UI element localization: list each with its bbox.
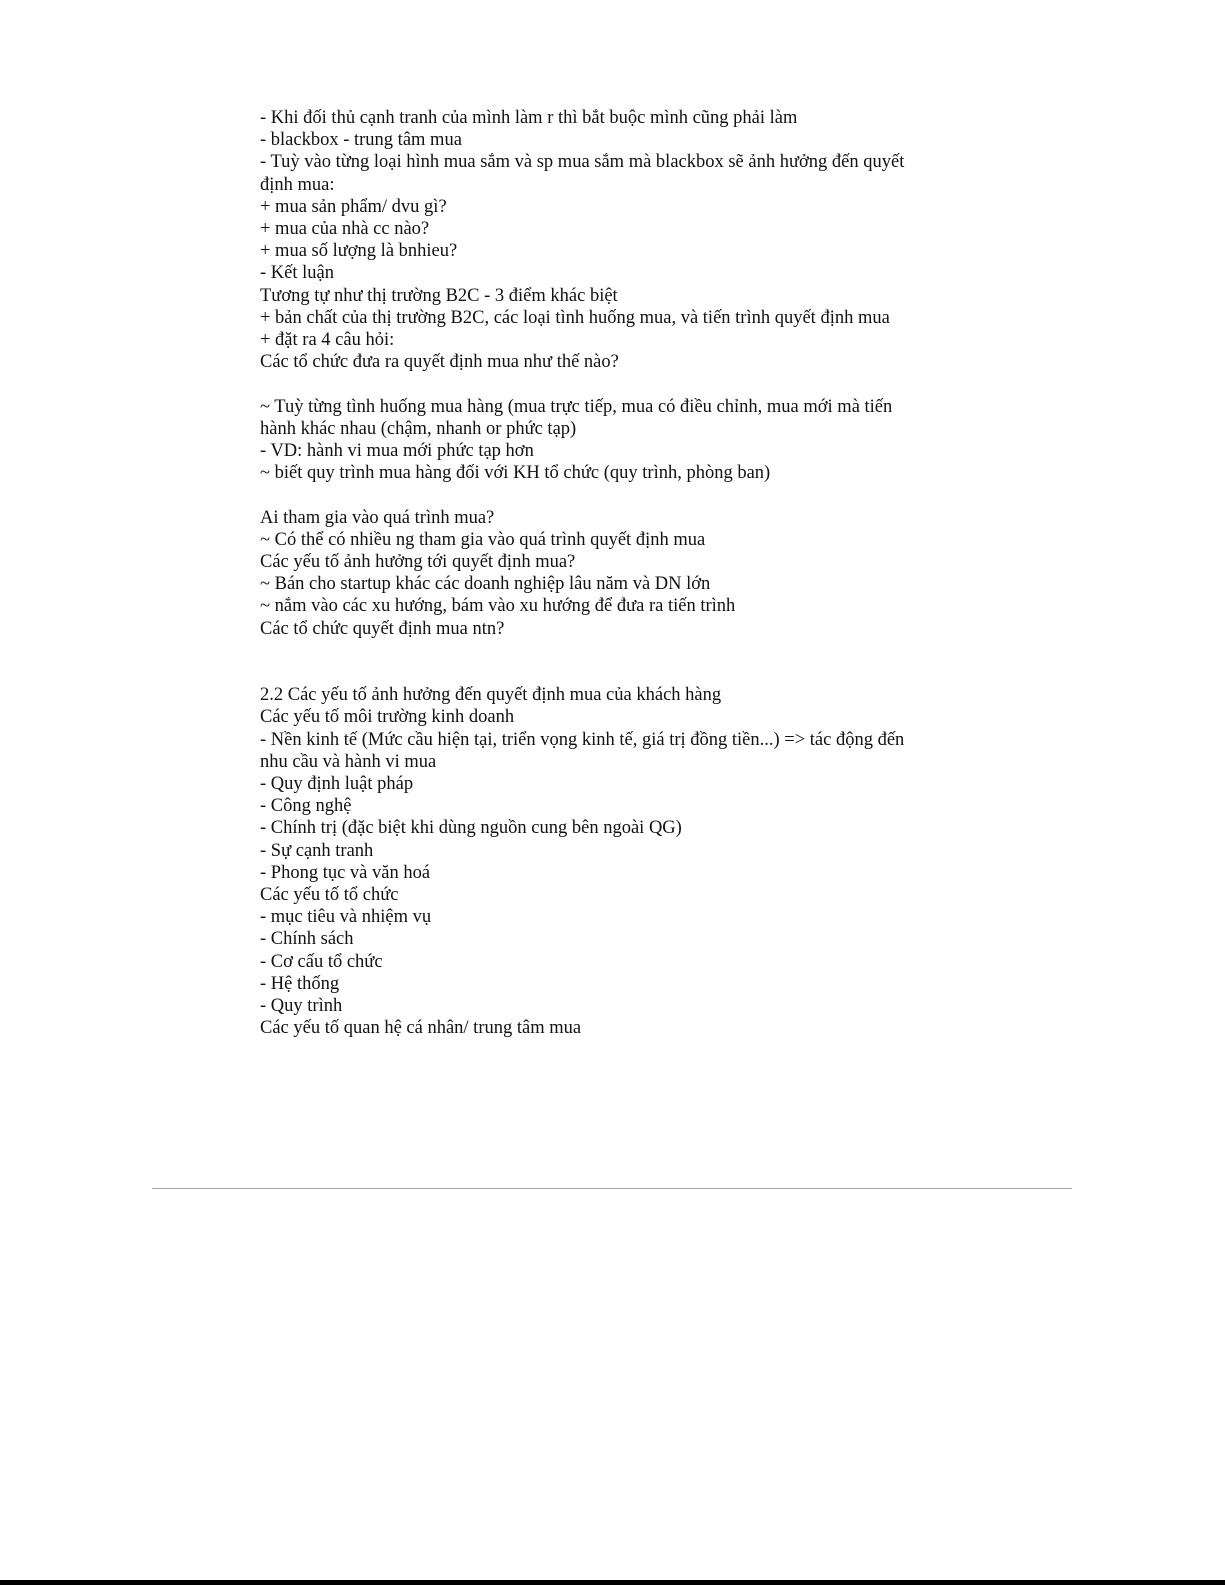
text-line: + bản chất của thị trường B2C, các loại tình huống mua, và tiến trình quyết định mua bbox=[260, 307, 890, 328]
text-line: Các tổ chức đưa ra quyết định mua như thế nào? bbox=[260, 352, 619, 373]
text-line: định mua: bbox=[260, 174, 335, 195]
text-line: + mua sản phẩm/ dvu gì? bbox=[260, 196, 447, 217]
text-block-2 bbox=[260, 396, 960, 485]
paragraph-gap bbox=[260, 484, 960, 506]
text-line: Các tổ chức quyết định mua ntn? bbox=[260, 618, 505, 639]
text-block-1 bbox=[260, 107, 960, 373]
text-line: - Kết luận bbox=[260, 263, 334, 284]
text-line: Tương tự như thị trường B2C - 3 điểm khác biệt bbox=[260, 285, 618, 306]
text-line: - Phong tục và văn hoá bbox=[260, 862, 431, 883]
text-block-3 bbox=[260, 507, 960, 640]
section-heading: 2.2 Các yếu tố ảnh hưởng đến quyết định mua của khách hàng bbox=[260, 685, 722, 706]
text-line: - Chính sách bbox=[260, 929, 354, 950]
text-line: + mua số lượng là bnhieu? bbox=[260, 241, 458, 262]
text-line: nhu cầu và hành vi mua bbox=[260, 751, 437, 772]
text-line: - blackbox - trung tâm mua bbox=[260, 130, 462, 151]
text-line: Các yếu tố ảnh hưởng tới quyết định mua? bbox=[260, 552, 576, 573]
page-divider bbox=[152, 1188, 1072, 1189]
text-line: - VD: hành vi mua mới phức tạp hơn bbox=[260, 441, 534, 462]
text-line: ~ Tuỳ từng tình huống mua hàng (mua trực tiếp, mua có điều chỉnh, mua mới mà tiến bbox=[260, 396, 893, 417]
text-line: Các yếu tố môi trường kinh doanh bbox=[260, 707, 515, 728]
text-line: - Công nghệ bbox=[260, 796, 352, 817]
text-line: ~ nắm vào các xu hướng, bám vào xu hướng để đưa ra tiến trình bbox=[260, 596, 736, 617]
document-body bbox=[260, 107, 960, 1039]
text-line: - Chính trị (đặc biệt khi dùng nguồn cung bên ngoài QG) bbox=[260, 818, 682, 839]
text-line: Ai tham gia vào quá trình mua? bbox=[260, 507, 495, 528]
text-line: ~ Bán cho startup khác các doanh nghiệp lâu năm và DN lớn bbox=[260, 574, 711, 595]
text-line: - Nền kinh tế (Mức cầu hiện tại, triển vọng kinh tế, giá trị đồng tiền...) => tác động đến bbox=[260, 729, 905, 750]
text-line: - Quy định luật pháp bbox=[260, 774, 414, 795]
text-line: Các yếu tố tổ chức bbox=[260, 885, 399, 906]
text-line: ~ Có thể có nhiều ng tham gia vào quá trình quyết định mua bbox=[260, 529, 706, 550]
text-block-4 bbox=[260, 684, 960, 1039]
paragraph-gap bbox=[260, 640, 960, 684]
text-line: - Hệ thống bbox=[260, 973, 340, 994]
paragraph-gap bbox=[260, 373, 960, 395]
text-line: - mục tiêu và nhiệm vụ bbox=[260, 907, 432, 928]
text-line: Các yếu tố quan hệ cá nhân/ trung tâm mua bbox=[260, 1018, 582, 1039]
text-line: - Cơ cấu tổ chức bbox=[260, 951, 383, 972]
text-line: hành khác nhau (chậm, nhanh or phức tạp) bbox=[260, 418, 577, 439]
text-line: - Sự cạnh tranh bbox=[260, 840, 374, 861]
text-line: + mua của nhà cc nào? bbox=[260, 219, 430, 240]
text-line: + đặt ra 4 câu hỏi: bbox=[260, 330, 395, 351]
text-line: - Quy trình bbox=[260, 996, 343, 1017]
text-line: - Khi đối thủ cạnh tranh của mình làm r thì bắt buộc mình cũng phải làm bbox=[260, 108, 798, 128]
text-line: ~ biết quy trình mua hàng đối với KH tổ chức (quy trình, phòng ban) bbox=[260, 463, 771, 484]
text-line: - Tuỳ vào từng loại hình mua sắm và sp mua sắm mà blackbox sẽ ảnh hưởng đến quyết bbox=[260, 152, 905, 173]
page-bottom-edge bbox=[0, 1580, 1225, 1585]
